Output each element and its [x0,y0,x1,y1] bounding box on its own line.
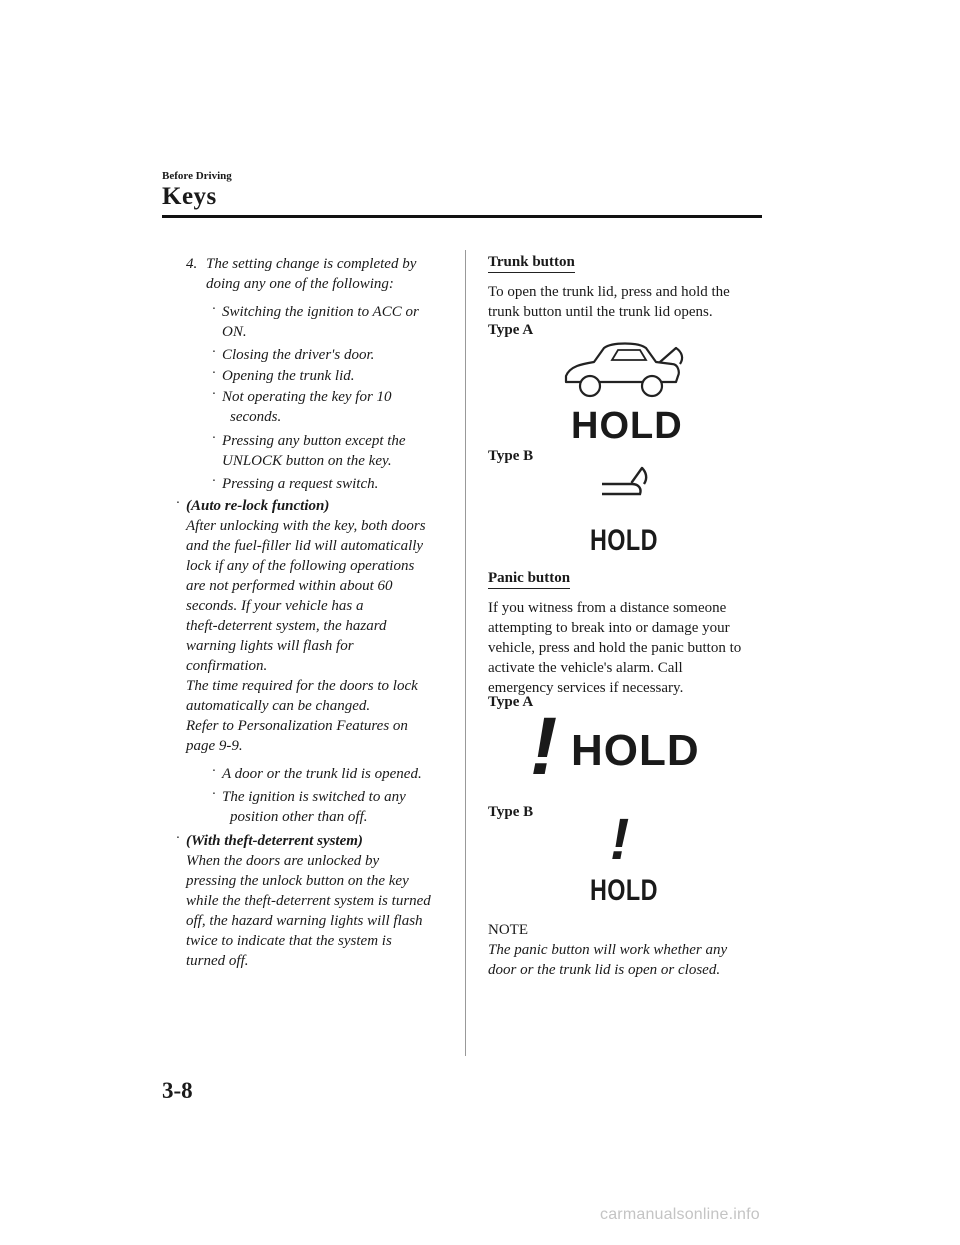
theft-line: while the theft-deterrent system is turned [186,893,431,909]
list-item: Pressing any button except the [222,433,406,449]
chapter-title: Keys [162,183,217,210]
column-divider [465,250,466,1056]
list-item: UNLOCK button on the key. [222,453,392,469]
step-4-number: 4. [186,256,198,272]
auto-relock-title: (Auto re-lock function) [186,498,330,514]
panic-button-heading: Panic button [488,570,570,589]
auto-relock-line: page 9-9. [186,738,243,754]
list-item: position other than off. [230,809,368,825]
trunk-line: To open the trunk lid, press and hold the [488,284,730,300]
bullet-dot: · [212,345,216,360]
trunk-type-b-hold: HOLD [590,524,658,557]
auto-relock-line: are not performed within about 60 [186,578,393,594]
bullet-dot: · [212,431,216,446]
note-line: door or the trunk lid is open or closed. [488,962,721,978]
list-item: Pressing a request switch. [222,476,379,492]
panic-line: activate the vehicle's alarm. Call [488,660,683,676]
panic-line: emergency services if necessary. [488,680,684,696]
auto-relock-line: confirmation. [186,658,268,674]
bullet-dot: · [212,474,216,489]
note-label: NOTE [488,922,528,938]
panic-exclamation-icon: ! [530,701,558,792]
panic-type-a-hold: HOLD [571,726,700,775]
watermark: carmanualsonline.info [600,1206,760,1223]
section-label: Before Driving [162,170,232,182]
auto-relock-line: lock if any of the following operations [186,558,415,574]
panic-type-b-label: Type B [488,804,534,820]
step-4-line: The setting change is completed by [206,256,417,272]
list-item: A door or the trunk lid is opened. [222,766,422,782]
auto-relock-line: theft-deterrent system, the hazard [186,618,387,634]
auto-relock-line: Refer to Personalization Features on [186,718,408,734]
list-item: Not operating the key for 10 [222,389,392,405]
panic-exclamation-b-icon: ! [610,807,630,872]
list-item: Switching the ignition to ACC or [222,304,419,320]
auto-relock-line: After unlocking with the key, both doors [186,518,426,534]
page-number: 3-8 [162,1078,193,1103]
theft-line: off, the hazard warning lights will flash [186,913,423,929]
trunk-button-heading: Trunk button [488,254,575,273]
list-item: seconds. [230,409,282,425]
list-item: Opening the trunk lid. [222,368,355,384]
step-4-line: doing any one of the following: [206,276,394,292]
bullet-dot: · [212,387,216,402]
panic-line: If you witness from a distance someone [488,600,727,616]
trunk-type-b-label: Type B [488,448,534,464]
panic-type-b-hold: HOLD [590,874,658,907]
auto-relock-line: The time required for the doors to lock [186,678,418,694]
bullet-dot: · [212,302,216,317]
theft-line: When the doors are unlocked by [186,853,380,869]
panic-line: vehicle, press and hold the panic button to [488,640,742,656]
list-item: ON. [222,324,247,340]
auto-relock-line: automatically can be changed. [186,698,371,714]
note-line: The panic button will work whether any [488,942,728,958]
panic-type-a-label: Type A [488,694,534,710]
auto-relock-line: seconds. If your vehicle has a [186,598,364,614]
trunk-line: trunk button until the trunk lid opens. [488,304,713,320]
auto-relock-line: and the fuel-filler lid will automatically [186,538,424,554]
auto-relock-line: warning lights will flash for [186,638,354,654]
bullet-dot: · [212,787,216,802]
bullet-dot: · [176,496,180,511]
panic-line: attempting to break into or damage your [488,620,730,636]
theft-line: turned off. [186,953,249,969]
header-rule [162,215,762,218]
theft-title: (With theft-deterrent system) [186,833,363,849]
trunk-type-a-label: Type A [488,322,534,338]
bullet-dot: · [176,831,180,846]
theft-line: twice to indicate that the system is [186,933,392,949]
theft-line: pressing the unlock button on the key [186,873,409,889]
trunk-type-a-hold: HOLD [571,405,683,447]
list-item: The ignition is switched to any [222,789,406,805]
bullet-dot: · [212,366,216,381]
bullet-dot: · [212,764,216,779]
list-item: Closing the driver's door. [222,347,375,363]
trunk-open-icon [598,462,650,502]
